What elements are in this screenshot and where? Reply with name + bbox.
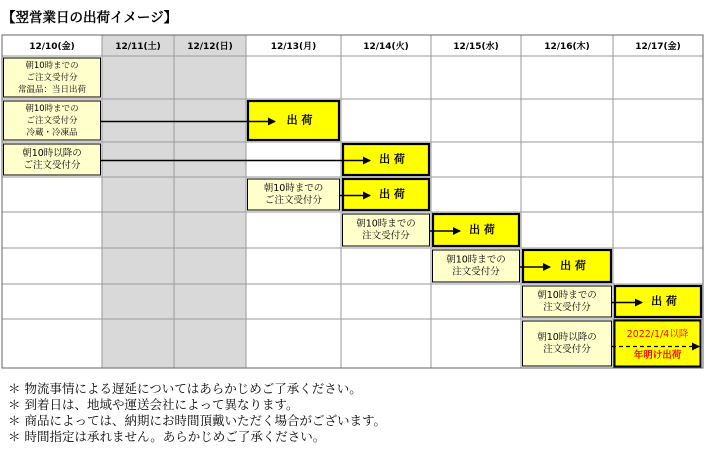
order-text-line: 朝10時までの xyxy=(446,254,506,266)
order-text-line: 朝10時以降の xyxy=(537,332,597,343)
holiday-column-shade xyxy=(102,35,174,368)
note-lead-time: ＊ 商品によっては、納期にお時間頂戴いただく場合がございます。 xyxy=(8,413,386,428)
note-arrival-date: ＊ 到着日は、地域や運送会社によって異なります。 xyxy=(8,397,299,412)
date-header-3: 12/13(月) xyxy=(270,42,317,52)
page-title: 【翌営業日の出荷イメージ】 xyxy=(2,10,178,26)
special-ship-label: 年明け出荷 xyxy=(633,350,682,361)
ship-label: 出 荷 xyxy=(286,113,313,127)
note-time-designation: ＊ 時間指定は承れません。あらかじめご了承ください。 xyxy=(8,429,326,444)
order-text-line: 朝10時までの xyxy=(356,218,416,230)
order-text-line: ご注文受付分 xyxy=(26,116,78,126)
order-text-line: 朝10時までの xyxy=(25,104,79,114)
order-text-line: 朝10時までの xyxy=(25,61,79,71)
date-header-5: 12/15(水) xyxy=(453,42,499,52)
date-header-7: 12/17(金) xyxy=(635,42,681,52)
order-text-line: 朝10時までの xyxy=(263,183,324,194)
order-text-line: 注文受付分 xyxy=(452,266,500,278)
date-header-4: 12/14(火) xyxy=(363,42,409,52)
note-delivery-delay: ＊ 物流事情による遅延についてはあらかじめご了承ください。 xyxy=(8,381,362,396)
notes-list xyxy=(8,381,386,445)
order-text-line: ご注文受付分 xyxy=(23,160,81,171)
holiday-column-shade xyxy=(174,35,246,368)
special-date-label: 2022/1/4以降 xyxy=(626,329,689,340)
date-header-0: 12/10(金) xyxy=(29,42,75,52)
ship-label: 出 荷 xyxy=(651,294,677,308)
order-text-line: 朝10時以降の xyxy=(22,148,82,159)
date-header-1: 12/11(土) xyxy=(115,42,161,52)
order-text-line: 常温品：当日出荷 xyxy=(17,85,87,95)
date-header-2: 12/12(日) xyxy=(187,42,233,52)
order-text-line: 注文受付分 xyxy=(543,344,591,355)
order-text-line: 注文受付分 xyxy=(362,230,410,242)
order-text-line: 注文受付分 xyxy=(543,302,591,313)
order-text-line: ご注文受付分 xyxy=(26,73,78,83)
ship-label: 出 荷 xyxy=(469,223,495,236)
order-text-line: 朝10時までの xyxy=(537,290,597,301)
order-text-line: 冷蔵・冷凍品 xyxy=(26,128,78,138)
order-text-line: ご注文受付分 xyxy=(264,195,323,206)
ship-label: 出 荷 xyxy=(379,187,405,201)
ship-label: 出 荷 xyxy=(560,259,586,272)
ship-label: 出 荷 xyxy=(379,152,405,166)
date-header-6: 12/16(木) xyxy=(544,42,590,52)
